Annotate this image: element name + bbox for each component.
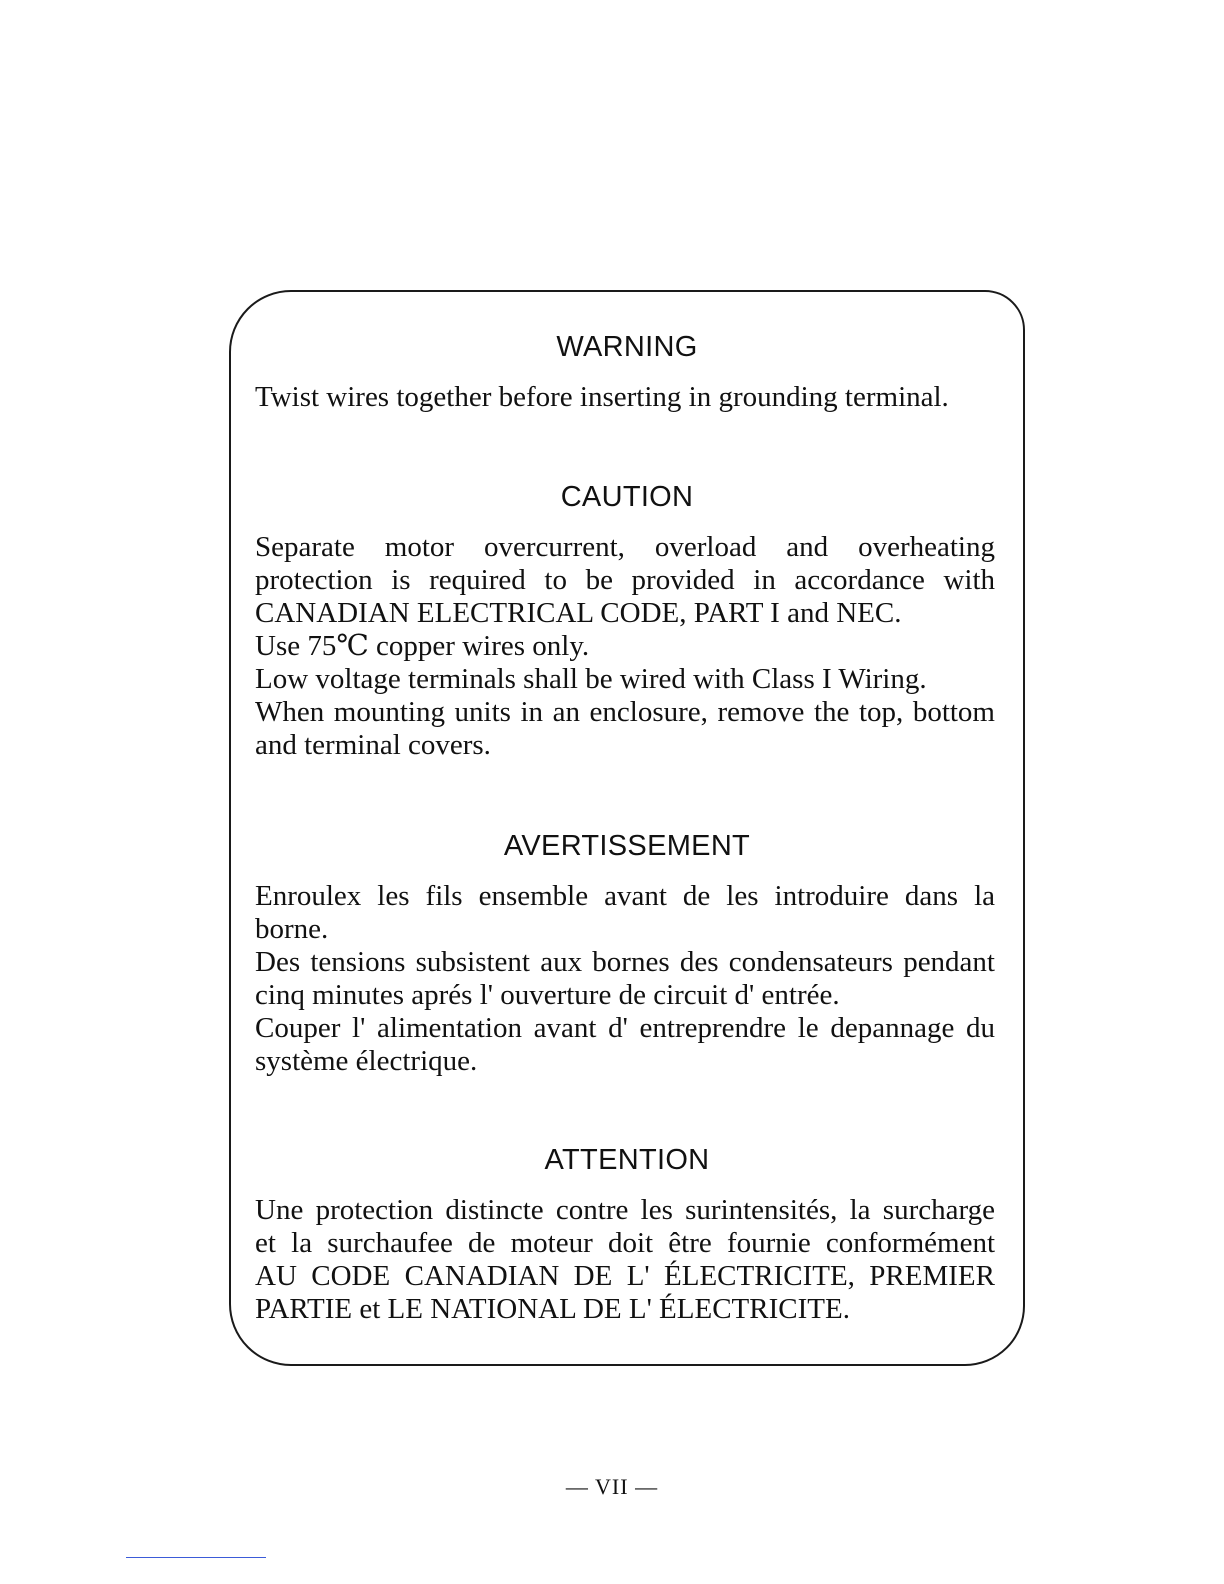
- avertissement-line: Couper l' alimentation avant d' entreprendre le depannage du: [255, 1012, 995, 1044]
- avertissement-text: [255, 880, 995, 1078]
- caution-line: protection is required to be provided in accordance with: [255, 564, 995, 596]
- warning-line: Twist wires together before inserting in grounding terminal.: [255, 381, 949, 413]
- caution-line: Low voltage terminals shall be wired with Class I Wiring.: [255, 663, 927, 695]
- avertissement-line: Des tensions subsistent aux bornes des condensateurs pendant: [255, 946, 995, 978]
- footer-rule: [126, 1557, 266, 1558]
- caution-line: When mounting units in an enclosure, remove the top, bottom: [255, 696, 995, 728]
- attention-line: AU CODE CANADIAN DE L' ÉLECTRICITE, PREMIER: [255, 1260, 995, 1292]
- attention-heading: ATTENTION: [544, 1144, 710, 1176]
- warning-heading: WARNING: [556, 331, 698, 363]
- caution-text: [255, 531, 995, 762]
- page-number: — VII —: [565, 1474, 659, 1499]
- avertissement-heading: AVERTISSEMENT: [503, 830, 751, 862]
- caution-line: and terminal covers.: [255, 729, 491, 761]
- warning-text: [255, 381, 995, 414]
- avertissement-line: cinq minutes aprés l' ouverture de circuit d' entrée.: [255, 979, 840, 1011]
- attention-text: [255, 1194, 995, 1326]
- caution-line: Use 75℃ copper wires only.: [255, 630, 590, 662]
- avertissement-line: Enroulex les fils ensemble avant de les introduire dans la: [255, 880, 995, 912]
- caution-line: CANADIAN ELECTRICAL CODE, PART I and NEC.: [255, 597, 902, 629]
- attention-line: PARTIE et LE NATIONAL DE L' ÉLECTRICITE.: [255, 1293, 850, 1325]
- attention-line: et la surchaufee de moteur doit être fournie conformément: [255, 1227, 995, 1259]
- avertissement-line: système électrique.: [255, 1045, 478, 1077]
- attention-line: Une protection distincte contre les surintensités, la surcharge: [255, 1194, 995, 1226]
- avertissement-line: borne.: [255, 913, 329, 945]
- caution-heading: CAUTION: [560, 481, 694, 513]
- caution-line: Separate motor overcurrent, overload and overheating: [255, 531, 995, 563]
